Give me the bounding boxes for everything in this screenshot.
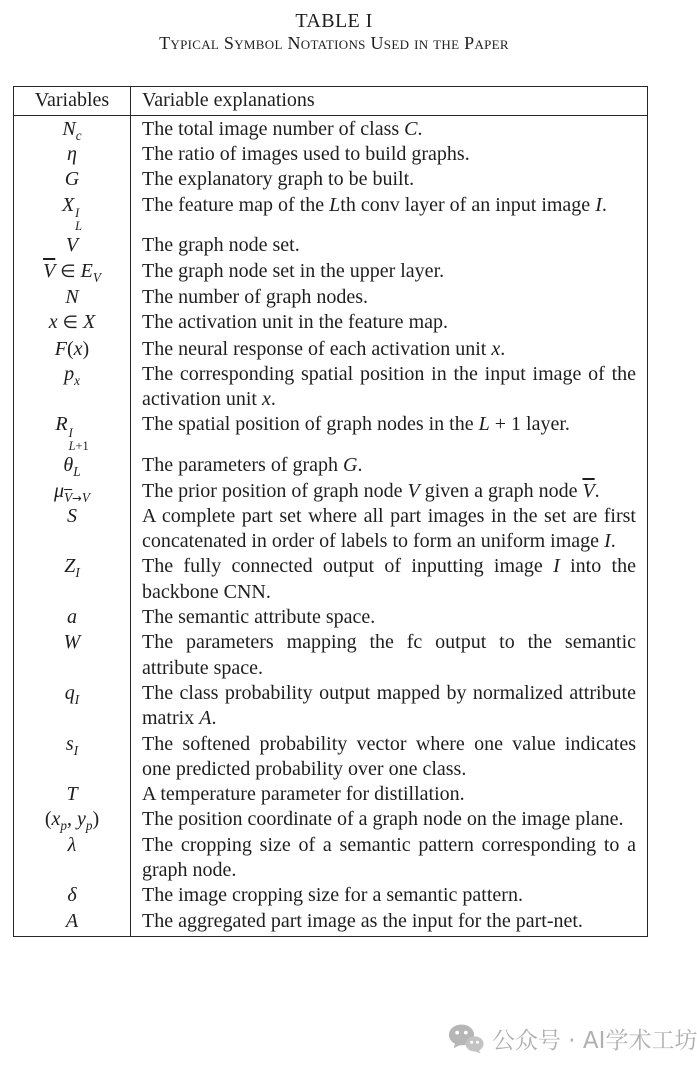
table-row (14, 310, 648, 336)
variable-cell: a (14, 605, 131, 630)
variable-cell: $q_I$ (14, 681, 131, 732)
table-row (14, 909, 648, 937)
explanation-cell: The graph node set. (142, 234, 300, 257)
variable-cell: T (14, 782, 131, 807)
table-header (14, 87, 648, 115)
explanation-cell: The image cropping size for a semantic pattern. (142, 884, 523, 907)
variable-cell: $s_I$ (14, 732, 131, 783)
table-row (14, 193, 648, 234)
variable-cell: A (14, 909, 131, 937)
header-row (14, 87, 648, 115)
explanation-cell: The cropping size of a semantic pattern corresponding to a graph node. (142, 833, 636, 882)
table-row (14, 605, 648, 630)
table-row (14, 337, 648, 362)
table-row (14, 630, 648, 681)
table-row (14, 782, 648, 807)
explanation-cell: The semantic attribute space. (142, 606, 376, 629)
table-row (14, 504, 648, 555)
table-row (14, 233, 648, 258)
col-header-variables: Variables (14, 87, 131, 115)
watermark-text: 公众号 · AI学术工坊 (492, 1028, 697, 1054)
variable-cell: $p_x$ (14, 362, 131, 413)
variable-cell: W (14, 630, 131, 681)
variable-cell: $\theta_L$ (14, 453, 131, 478)
explanation-cell: The parameters of graph G. (142, 454, 363, 477)
explanation-cell: The softened probability vector where one value indicates one predicted probability over one class. (142, 732, 636, 780)
variable-cell: $\overline{V}$ ∈ $E_V$ (14, 259, 131, 285)
table-row (14, 362, 648, 413)
explanation-cell: The position coordinate of a graph node on the image plane. (142, 808, 624, 831)
table-row (14, 115, 648, 142)
variable-cell: $\mu_{\overline{V}\to V}$ (14, 479, 131, 504)
watermark (448, 1022, 697, 1055)
table-number: TABLE I (295, 10, 373, 32)
variable-cell: V (14, 233, 131, 258)
table-row (14, 732, 648, 783)
explanation-cell: The ratio of images used to build graphs. (142, 142, 470, 165)
table-row (14, 453, 648, 478)
explanation-cell: The prior position of graph node V given a graph node $\overline{V}$. (142, 479, 600, 502)
explanation-cell: The feature map of the Lth conv layer of an input image I. (142, 193, 607, 216)
variable-cell: R I L+1 (14, 412, 131, 453)
table-row (14, 554, 648, 605)
variable-cell: λ (14, 833, 131, 884)
variable-cell: x ∈ X (14, 310, 131, 336)
table-row (14, 142, 648, 167)
explanation-cell: The corresponding spatial position in the input image of the activation unit x. (142, 362, 636, 411)
variable-cell: S (14, 504, 131, 555)
variable-cell: $N_c$ (14, 115, 131, 142)
variable-cell: G (14, 167, 131, 192)
explanation-cell: A complete part set where all part images in the set are first concatenated in order of labels to form an uniform image I. (142, 504, 636, 553)
explanation-cell: The graph node set in the upper layer. (142, 259, 445, 282)
explanation-cell: The aggregated part image as the input for the part-net. (142, 909, 583, 932)
variable-cell: N (14, 285, 131, 310)
table-row (14, 285, 648, 310)
explanation-cell: The parameters mapping the fc output to the semantic attribute space. (142, 631, 636, 679)
variable-cell: $Z_I$ (14, 554, 131, 605)
table-row (14, 883, 648, 908)
variable-cell: δ (14, 883, 131, 908)
table-caption (0, 0, 668, 55)
explanation-cell: The neural response of each activation unit x. (142, 337, 506, 360)
variable-cell: ($x_p$, $y_p$) (14, 807, 131, 832)
table-title: Typical Symbol Notations Used in the Paper (159, 33, 509, 54)
notation-table (13, 86, 648, 937)
explanation-cell: The fully connected output of inputting image I into the backbone CNN. (142, 555, 636, 603)
explanation-cell: The explanatory graph to be built. (142, 168, 415, 191)
table-row (14, 412, 648, 453)
table-row (14, 259, 648, 285)
explanation-cell: A temperature parameter for distillation. (142, 783, 465, 806)
table-row (14, 833, 648, 884)
table-row (14, 167, 648, 192)
variable-cell: F(x) (14, 337, 131, 362)
table-row (14, 807, 648, 832)
variable-cell: η (14, 142, 131, 167)
variable-cell: X I L (14, 193, 131, 234)
explanation-cell: The activation unit in the feature map. (142, 311, 448, 334)
table-row (14, 681, 648, 732)
table-body (14, 115, 648, 936)
explanation-cell: The total image number of class C. (142, 117, 423, 140)
explanation-cell: The number of graph nodes. (142, 285, 369, 308)
explanation-cell: The class probability output mapped by normalized attribute matrix A. (142, 681, 636, 730)
explanation-cell: The spatial position of graph nodes in the L + 1 layer. (142, 413, 570, 436)
col-header-explanations: Variable explanations (131, 87, 648, 115)
wechat-icon (448, 1023, 484, 1054)
table-row (14, 479, 648, 504)
